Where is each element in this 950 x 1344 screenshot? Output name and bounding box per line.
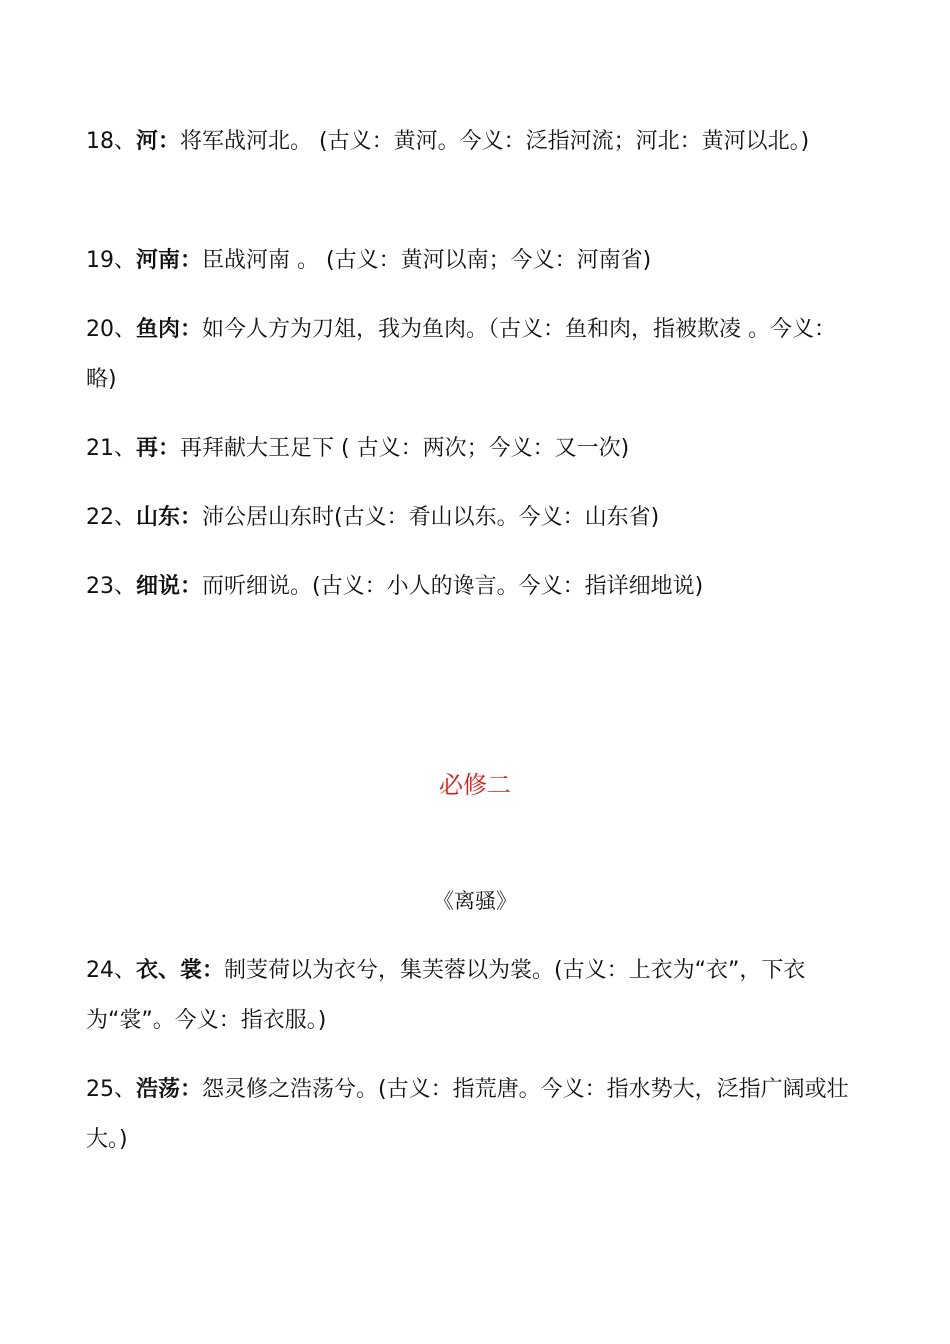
entry-keyword: 河南： bbox=[136, 248, 203, 273]
entry-number: 24、 bbox=[86, 958, 136, 983]
entry-number: 23、 bbox=[86, 574, 136, 599]
entry-text: 制芰荷以为衣兮，集芙蓉以为裳。(古义：上衣为“衣”，下衣为“裳”。今义：指衣服。) bbox=[86, 958, 806, 1033]
entry-number: 21、 bbox=[86, 436, 136, 461]
entry-number: 22、 bbox=[86, 505, 136, 530]
entry-25 bbox=[86, 1065, 866, 1165]
entry-keyword: 细说： bbox=[136, 574, 203, 599]
entry-21 bbox=[86, 424, 866, 474]
entry-text: 如今人方为刀俎，我为鱼肉。（古义：鱼和肉，指被欺凌 。今义：略) bbox=[86, 317, 837, 392]
entry-keyword: 鱼肉： bbox=[136, 317, 203, 342]
entry-number: 20、 bbox=[86, 317, 136, 342]
entry-text: 怨灵修之浩荡兮。(古义：指荒唐。今义：指水势大，泛指广阔或壮大。) bbox=[86, 1077, 849, 1152]
entry-number: 25、 bbox=[86, 1077, 136, 1102]
entry-keyword: 衣、裳： bbox=[136, 958, 225, 983]
entry-text: 而听细说。(古义：小人的谗言。今义：指详细地说) bbox=[202, 574, 704, 599]
chapter-title: 《离骚》 bbox=[433, 889, 517, 913]
entry-19 bbox=[86, 236, 866, 286]
entry-text: 将军战河北。 (古义：黄河。今义：泛指河流；河北：黄河以北。) bbox=[180, 129, 810, 154]
entry-number: 18、 bbox=[86, 129, 136, 154]
entry-keyword: 浩荡： bbox=[136, 1077, 203, 1102]
entry-22 bbox=[86, 493, 866, 543]
entry-23 bbox=[86, 562, 866, 612]
section-title: 必修二 bbox=[439, 771, 511, 799]
entry-keyword: 山东： bbox=[136, 505, 203, 530]
entry-20 bbox=[86, 305, 866, 405]
entry-18 bbox=[86, 117, 866, 167]
entry-text: 臣战河南 。 (古义：黄河以南；今义：河南省) bbox=[202, 248, 652, 273]
entry-keyword: 再： bbox=[136, 436, 181, 461]
entry-text: 再拜献大王足下 ( 古义：两次；今义：又一次) bbox=[180, 436, 630, 461]
entry-number: 19、 bbox=[86, 248, 136, 273]
entry-24 bbox=[86, 946, 866, 1046]
entry-keyword: 河： bbox=[136, 129, 181, 154]
entry-text: 沛公居山东时(古义：肴山以东。今义：山东省) bbox=[202, 505, 660, 530]
